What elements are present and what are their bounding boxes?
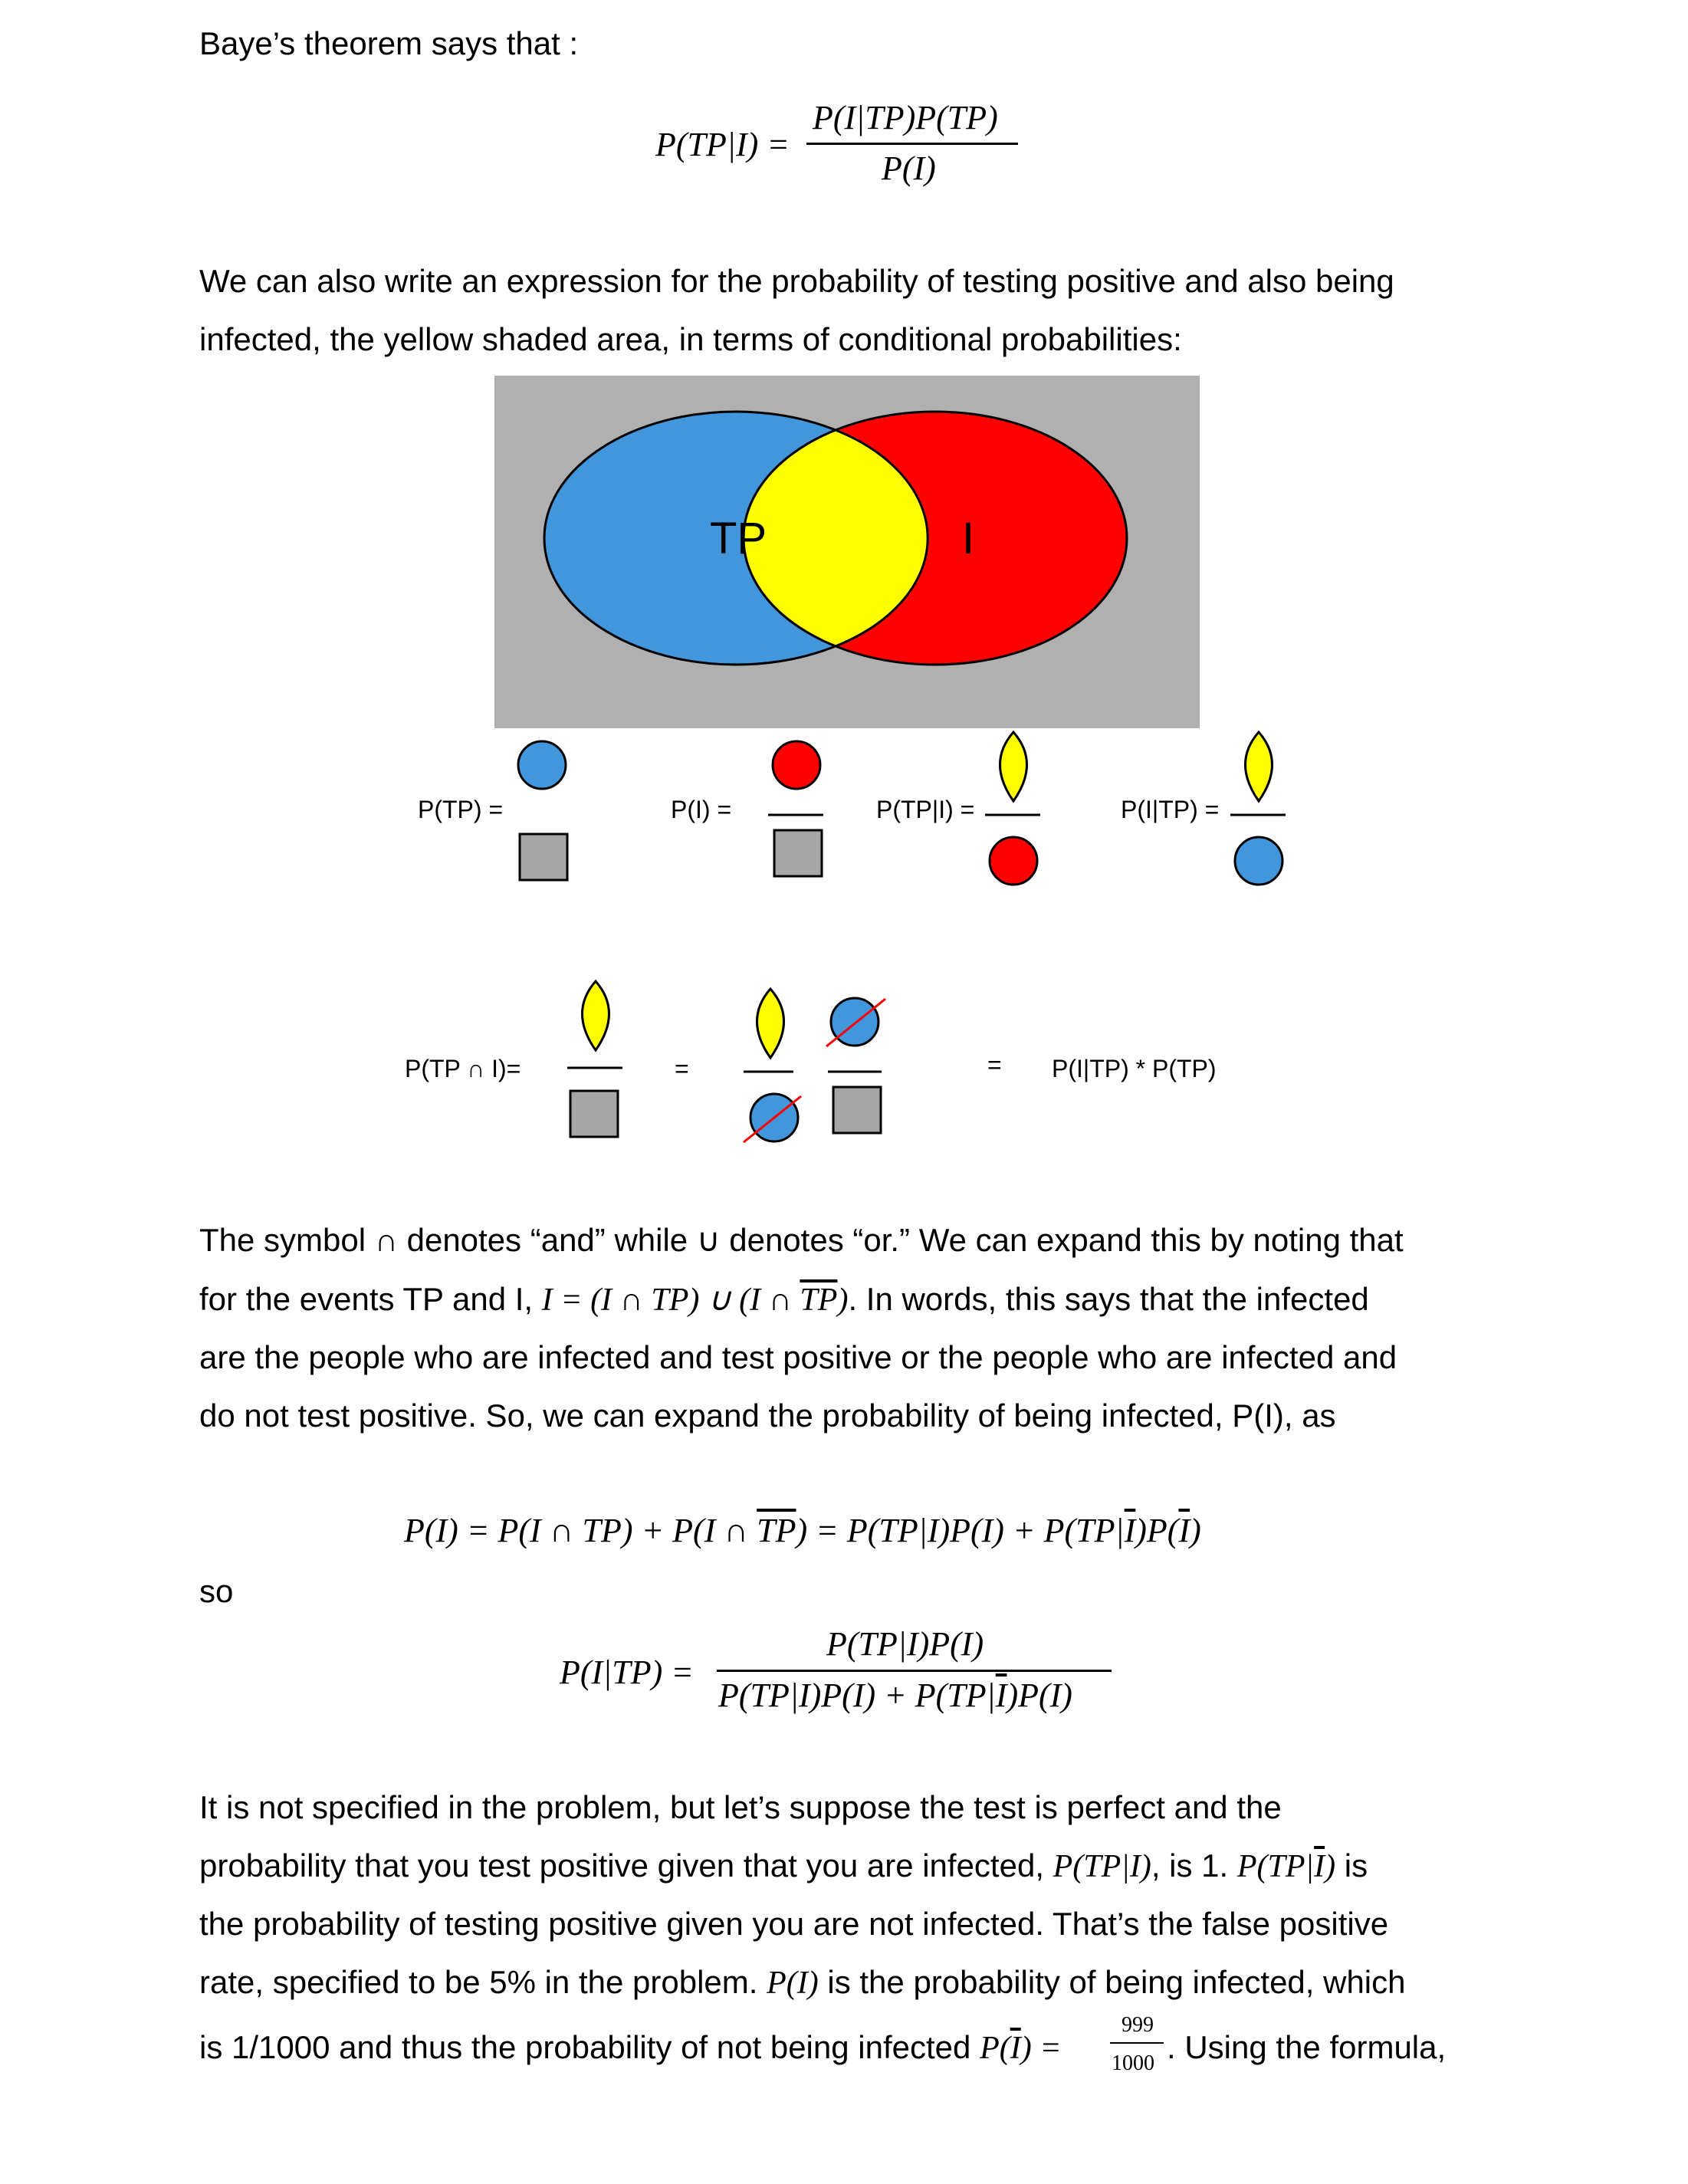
para2-line2: for the events TP and I, I = (I ∩ TP) ∪ (I ∩ $\overline{TP}$). In words, this says that the infected <box>199 1281 1369 1318</box>
para1-line2: infected, the yellow shaded area, in terms of conditional probabilities: <box>199 321 1182 357</box>
para3-line5-end: . Using the formula, <box>1167 2029 1447 2065</box>
blue-circle-icon <box>518 741 566 789</box>
yellow-lens-icon <box>1246 732 1273 801</box>
yellow-lens-icon <box>1000 732 1027 801</box>
gray-square-icon <box>570 1091 618 1137</box>
posterior-denominator: $P(TP|I)P(I) + P(TP|\overline{I})P(I)$ <box>718 1677 1072 1714</box>
yellow-lens-icon <box>757 989 784 1058</box>
label-p-i: P(I) = <box>671 796 732 823</box>
para2-line3: are the people who are infected and test positive or the people who are infected and <box>199 1339 1397 1375</box>
gray-square-icon <box>774 830 822 876</box>
fraction-999-1000-bar <box>1110 2042 1164 2044</box>
blue-circle-icon <box>1235 837 1282 885</box>
venn-tp-label: TP <box>709 514 767 563</box>
frac-p-tp-given-i <box>985 732 1046 889</box>
para1-line1: We can also write an expression for the probability of testing positive and also being <box>199 263 1394 299</box>
posterior-fraction-bar <box>717 1670 1112 1672</box>
equals-1: = <box>675 1055 689 1082</box>
bayes-lhs: P(TP|I) = <box>655 126 790 163</box>
para3-line4: rate, specified to be 5% in the problem. P(I) is the probability of being infected, which <box>199 1964 1406 2001</box>
posterior-lhs: P(I|TP) = <box>560 1654 694 1691</box>
frac-p-i <box>768 740 829 885</box>
yellow-lens-icon <box>583 981 609 1050</box>
label-p-tp-and-i: P(TP ∩ I)= <box>405 1055 521 1082</box>
frac-product <box>740 989 885 1150</box>
bayes-fraction-bar <box>806 143 1018 145</box>
equals-2: = <box>987 1051 1002 1079</box>
red-circle-icon <box>773 741 820 789</box>
para2-line4: do not test positive. So, we can expand the probability of being infected, P(I), as <box>199 1397 1336 1434</box>
para3-line3: the probability of testing positive given you are not infected. That’s the false positive <box>199 1906 1389 1942</box>
venn-i-label: I <box>961 514 975 563</box>
intro-text: Baye’s theorem says that : <box>199 25 579 61</box>
para2-line1: The symbol ∩ denotes “and” while ∪ denotes “or.” We can expand this by noting that <box>199 1222 1404 1258</box>
frac-p-tp <box>514 740 575 885</box>
bayes-denominator: P(I) <box>882 149 936 187</box>
red-circle-icon <box>990 837 1037 885</box>
frac-p-i-given-tp <box>1230 732 1292 889</box>
fraction-999-numerator: 999 <box>1122 2013 1154 2037</box>
so-text: so <box>199 1573 234 1609</box>
para3-line5: is 1/1000 and thus the probability of not being infected $P(\overline{I})$ = <box>199 2029 1062 2066</box>
label-p-i-given-tp: P(I|TP) = <box>1121 796 1220 823</box>
posterior-numerator: P(TP|I)P(I) <box>826 1625 984 1663</box>
venn-diagram <box>494 376 1200 728</box>
fraction-1000-denominator: 1000 <box>1112 2051 1154 2075</box>
frac-intersection-over-total <box>567 981 629 1142</box>
gray-square-icon <box>833 1087 881 1133</box>
para3-line1: It is not specified in the problem, but let’s suppose the test is perfect and the <box>199 1789 1282 1825</box>
para3-line2: probability that you test positive given that you are infected, P(TP|I), is 1. $P(TP|\overline{I})$ is <box>199 1847 1368 1884</box>
label-p-tp: P(TP) = <box>418 796 504 823</box>
label-p-tp-given-i: P(TP|I) = <box>876 796 975 823</box>
gray-square-icon <box>520 834 567 880</box>
expanded-probability-equation: P(I) = P(I ∩ TP) + P(I ∩ $\overline{TP}) = P(TP|I)P(I) + P(TP|\overline{I})P(\overline{I})$ <box>404 1512 1201 1549</box>
bayes-numerator: P(I|TP)P(TP) <box>813 99 998 136</box>
blue-circle-icon <box>831 998 878 1046</box>
product-expression: P(I|TP) * P(TP) <box>1052 1055 1217 1082</box>
